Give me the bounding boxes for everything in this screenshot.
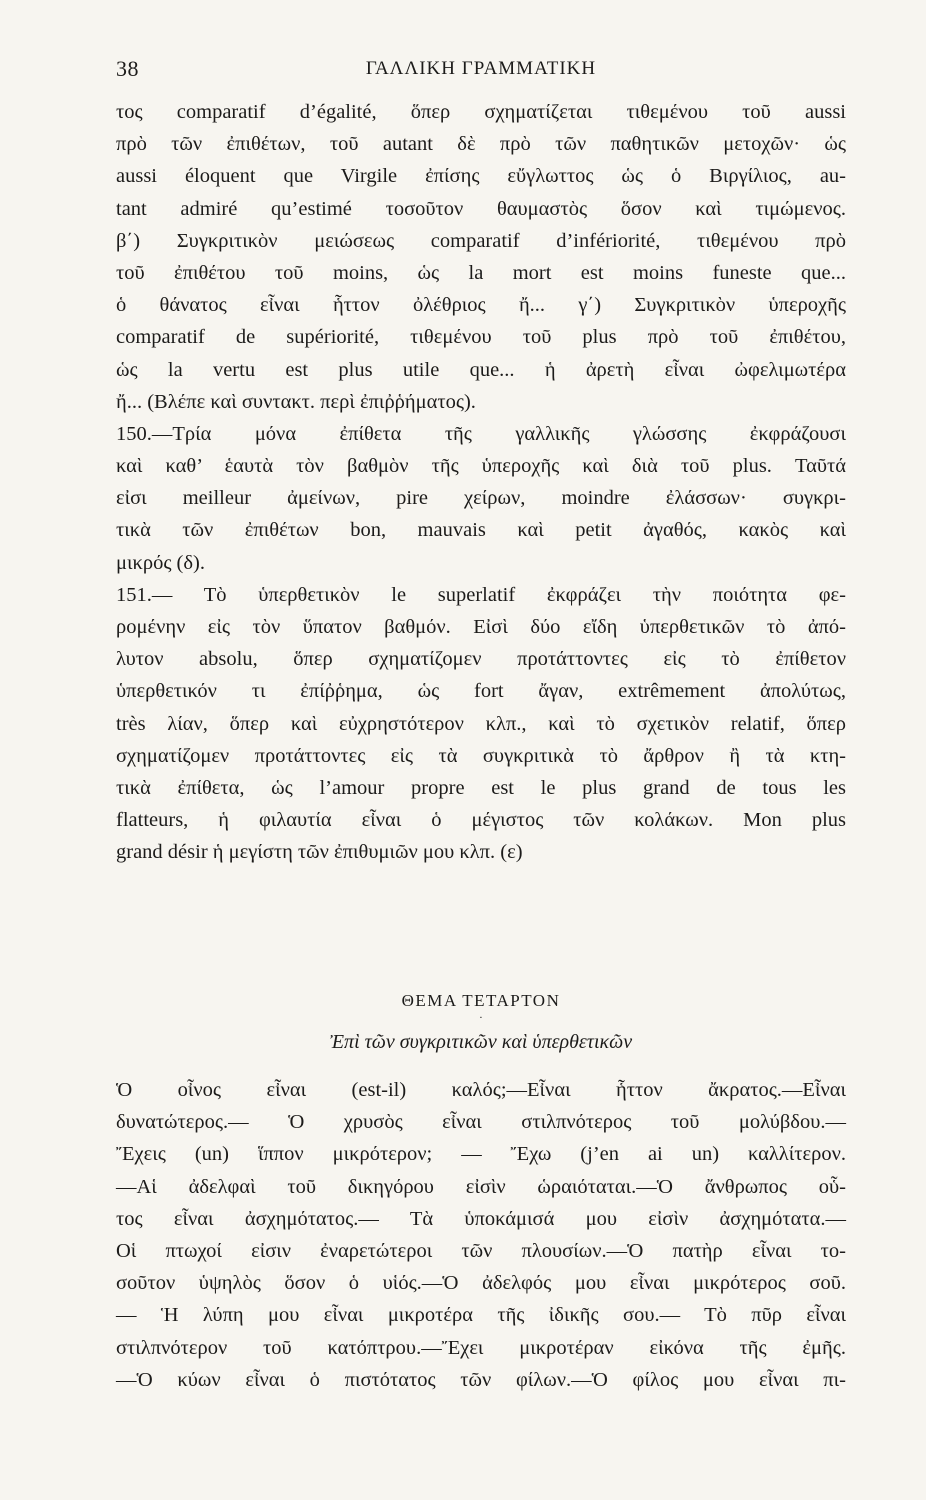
exercise-text [116, 1074, 846, 1396]
running-title: ΓΑΛΛΙΚΗ ΓΡΑΜΜΑΤΙΚΗ [365, 58, 597, 79]
text-line: ὑπερθετικόν τι ἐπίῤῥημα, ὡς fort ἄγαν, extrêmement ἀπολύτως, [116, 680, 846, 703]
section-subheading: Ἐπὶ τῶν συγκριτικῶν καὶ ὑπερθετικῶν [329, 1031, 633, 1053]
text-line: comparatif de supériorité, τιθεμένου τοῦ plus πρὸ τοῦ ἐπιθέτου, [116, 326, 846, 349]
text-line: β΄) Συγκριτικὸν μειώσεως comparatif d’infériorité, τιθεμένου πρὸ [116, 229, 846, 252]
text-line: λυτον absolu, ὅπερ σχηματίζομεν προτάττοντες εἰς τὸ ἐπίθετον [116, 648, 846, 671]
exercise-line: στιλπνότερον τοῦ κατόπτρου.—Ἔχει μικροτέραν εἰκόνα τῆς ἐμῆς. [116, 1336, 846, 1359]
text-line: τικὰ τῶν ἐπιθέτων bon, mauvais καὶ petit ἀγαθός, κακὸς καὶ [116, 519, 846, 542]
text-line: ἤ... (Βλέπε καὶ συντακτ. περὶ ἐπιῤῥήματος). [116, 390, 476, 413]
paragraph-151-start: 151.— Τὸ ὑπερθετικὸν le superlatif ἐκφράζει τὴν ποιότητα φε- [116, 583, 846, 606]
page-number: 38 [116, 56, 139, 81]
text-line: τοῦ ἐπιθέτου τοῦ moins, ὡς la mort est moins funeste que... [116, 261, 846, 284]
text-line: μικρός (δ). [116, 551, 205, 574]
text-line: aussi éloquent que Virgile ἐπίσης εὔγλωττος ὡς ὁ Βιργίλιος, au- [116, 165, 846, 188]
text-line: τος comparatif d’égalité, ὅπερ σχηματίζεται τιθεμένου τοῦ aussi [116, 101, 846, 123]
text-line: ὡς la vertu est plus utile que... ἡ ἀρετὴ εἶναι ὠφελιμωτέρα [116, 358, 846, 381]
text-line: très λίαν, ὅπερ καὶ εὐχρηστότερον κλπ., καὶ τὸ σχετικὸν relatif, ὅπερ [116, 712, 846, 735]
text-line: ρομένην εἰς τὸν ὕπατον βαθμόν. Εἰσὶ δύο εἴδη ὑπερθετικῶν τὸ ἀπό- [116, 616, 846, 638]
exercise-line: Ἔχεις (un) ἵππον μικρότερον; — Ἔχω (j’en ai un) καλλίτερον. [116, 1143, 846, 1166]
grammar-body-text [116, 96, 846, 869]
exercise-line: Οἱ πτωχοί εἰσιν ἐναρετώτεροι τῶν πλουσίων.—Ὁ πατὴρ εἶναι το- [116, 1239, 846, 1262]
text-line: καὶ καθ’ ἑαυτὰ τὸν βαθμὸν τῆς ὑπεροχῆς καὶ διὰ τοῦ plus. Ταῦτά [116, 455, 846, 478]
text-line: flatteurs, ἡ φιλαυτία εἶναι ὁ μέγιστος τῶν κολάκων. Mon plus [116, 809, 846, 832]
text-line: tant admiré qu’estimé τοσοῦτον θαυμαστὸς ὅσον καὶ τιμώμενος. [116, 197, 846, 220]
exercise-line: — Ἡ λύπη μου εἶναι μικροτέρα τῆς ἰδικῆς σου.— Τὸ πῦρ εἶναι [116, 1304, 846, 1327]
section-heading: ΘΕΜΑ ΤΕΤΑΡΤΟΝ [401, 991, 561, 1010]
paragraph-150-start: 150.—Τρία μόνα ἐπίθετα τῆς γαλλικῆς γλώσσης ἐκφράζουσι [116, 422, 846, 445]
heading-ornament: · [479, 1013, 483, 1024]
page-header [116, 56, 846, 94]
exercise-line: —Ὁ κύων εἶναι ὁ πιστότατος τῶν φίλων.—Ὁ φίλος μου εἶναι πι- [116, 1368, 846, 1391]
text-line: τικὰ ἐπίθετα, ὡς l’amour propre est le plus grand de tous les [116, 776, 846, 799]
text-line: εἰσι meilleur ἀμείνων, pire χείρων, moindre ἐλάσσων· συγκρι- [116, 487, 846, 510]
exercise-line: —Αἱ ἀδελφαὶ τοῦ δικηγόρου εἰσὶν ὡραιόταται.—Ὁ ἄνθρωπος οὗ- [116, 1175, 846, 1198]
exercise-line: σοῦτον ὑψηλὸς ὅσον ὁ υἱός.—Ὁ ἀδελφός μου εἶναι μικρότερος σοῦ. [116, 1272, 846, 1295]
exercise-line: δυνατώτερος.— Ὁ χρυσὸς εἶναι στιλπνότερος τοῦ μολύβδου.— [116, 1111, 846, 1134]
text-line: πρὸ τῶν ἐπιθέτων, τοῦ autant δὲ πρὸ τῶν παθητικῶν μετοχῶν· ὡς [116, 133, 846, 156]
book-page [116, 56, 846, 1476]
text-line: grand désir ἡ μεγίστη τῶν ἐπιθυμιῶν μου κλπ. (ε) [116, 841, 523, 864]
exercise-line: Ὁ οἶνος εἶναι (est-il) καλός;—Εἶναι ἧττον ἄκρατος.—Εἶναι [116, 1079, 846, 1101]
text-line: σχηματίζομεν προτάττοντες εἰς τὰ συγκριτικὰ τὸ ἄρθρον ἢ τὰ κτη- [116, 744, 846, 767]
text-line: ὁ θάνατος εἶναι ἧττον ὀλέθριος ἤ... γ΄) Συγκριτικὸν ὑπεροχῆς [116, 294, 846, 317]
exercise-line: τος εἶναι ἀσχημότατος.— Τὰ ὑποκάμισά μου εἰσὶν ἀσχημότατα.— [116, 1207, 846, 1230]
